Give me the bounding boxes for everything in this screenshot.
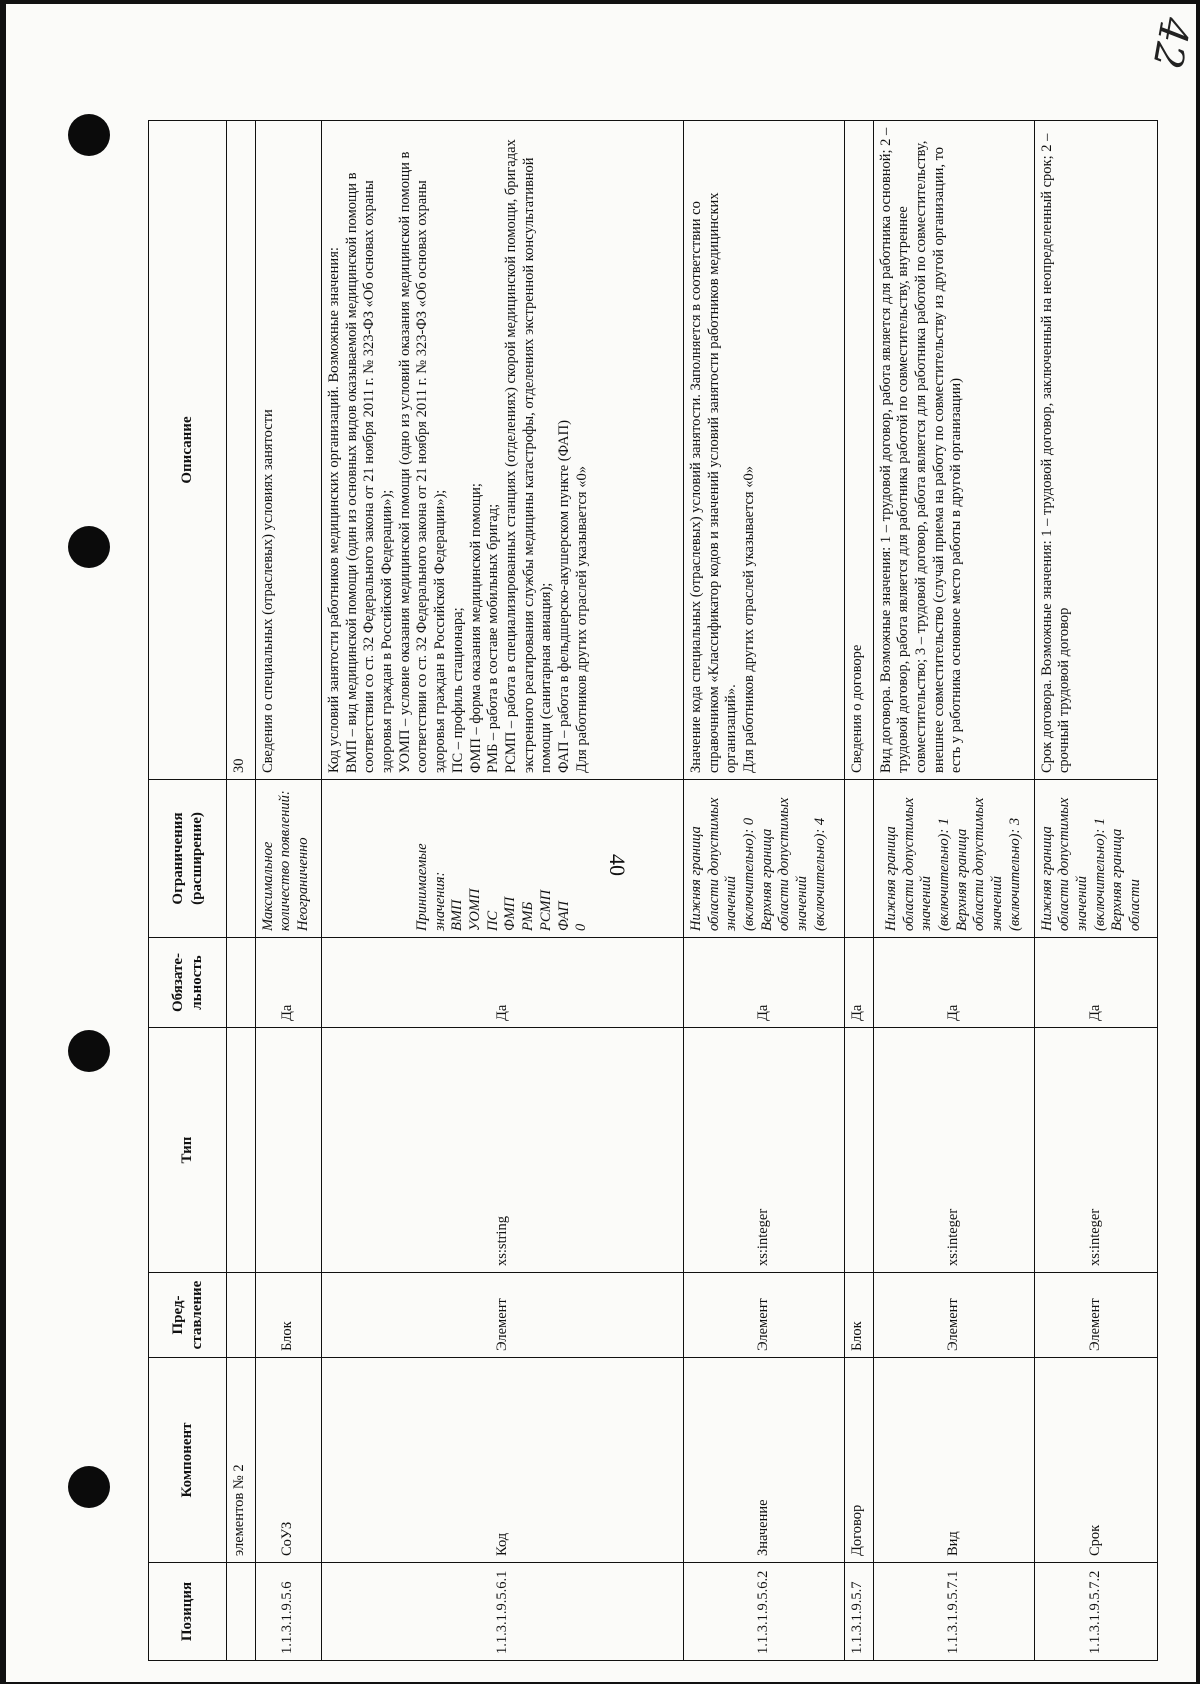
cell-position: 1.1.3.1.9.5.6 xyxy=(255,1563,321,1661)
cell-mandatory: Да xyxy=(873,938,1034,1028)
cell-representation: Элемент xyxy=(683,1273,844,1358)
description-line: ФМП – форма оказания медицинской помощи; xyxy=(467,483,484,773)
cell-type xyxy=(845,1028,874,1273)
cell-representation: Элемент xyxy=(322,1273,684,1358)
cell-constraints: Нижняя граница области допустимых значений (включительно): 0 Верхняя граница области допустимых значений (включительно): 4 xyxy=(683,780,844,938)
cell-type: xs:integer xyxy=(873,1028,1034,1273)
cell-constraints: Нижняя граница области допустимых значений (включительно): 1 Верхняя граница области xyxy=(1034,780,1157,938)
table-row xyxy=(322,121,684,1661)
handwritten-page-number: 42 xyxy=(1143,13,1198,73)
table-row xyxy=(255,121,321,1661)
cell-representation: Элемент xyxy=(873,1273,1034,1358)
cell-description: 30 xyxy=(227,121,256,780)
header-description: Описание xyxy=(149,121,227,780)
cell-component: Вид xyxy=(873,1358,1034,1563)
constraint-value: ВМП xyxy=(449,899,466,931)
table-row xyxy=(1034,121,1157,1661)
cell-mandatory: Да xyxy=(1034,938,1157,1028)
header-representation: Пред-ставление xyxy=(149,1273,227,1358)
constraint-value: УОМП xyxy=(467,888,484,931)
cell-constraints xyxy=(322,780,684,938)
cell-representation: Блок xyxy=(845,1273,874,1358)
header-component: Компонент xyxy=(149,1358,227,1563)
cell-position: 1.1.3.1.9.5.7 xyxy=(845,1563,874,1661)
cell-type: xs:integer xyxy=(683,1028,844,1273)
header-type: Тип xyxy=(149,1028,227,1273)
cell-component: СоУЗ xyxy=(255,1358,321,1563)
table-row xyxy=(845,121,874,1661)
description-line: Код условий занятости работников медицинских организаций. Возможные значения: xyxy=(326,247,342,773)
cell-type: xs:string xyxy=(322,1028,684,1273)
punch-hole xyxy=(68,114,110,156)
cell-position: 1.1.3.1.9.5.7.2 xyxy=(1034,1563,1157,1661)
constraint-value: ФМП xyxy=(502,896,519,931)
table-row xyxy=(683,121,844,1661)
description-line: Для работников других отраслей указывается «0» xyxy=(740,466,757,773)
rotated-table-container xyxy=(148,121,1158,1661)
header-mandatory: Обязате-льность xyxy=(149,938,227,1028)
cell-constraints xyxy=(227,780,256,938)
cell-representation: Блок xyxy=(255,1273,321,1358)
printed-page-number: 40 xyxy=(605,854,630,876)
punch-hole xyxy=(68,1030,110,1072)
description-line: УОМП – условие оказания медицинской помощи (одно из условий оказания медицинской помощи в соответствии со ст. 32 Федерального закона от 21 ноября 2011 г. № 323-ФЗ «Об основах охраны здоровья граждан в Российской Федерации»); xyxy=(396,151,449,773)
cell-position: 1.1.3.1.9.5.7.1 xyxy=(873,1563,1034,1661)
description-line: ВМП – вид медицинской помощи (один из основных видов оказываемой медицинской помощи в соответствии со ст. 32 Федерального закона от 21 ноября 2011 г. № 323-ФЗ «Об основах охраны здоровья граждан в Российской Федерации»); xyxy=(343,172,396,773)
cell-representation: Элемент xyxy=(1034,1273,1157,1358)
description-line: РСМП – работа в специализированных станциях (отделениях) скорой медицинской помощи, бригадах экстренного реагирования службы медицины катастрофы, отделениях экстренной консультативной помощи (санитарная авиация); xyxy=(502,139,555,773)
description-line: ПС – профиль стационара; xyxy=(449,607,466,773)
cell-representation xyxy=(227,1273,256,1358)
description-line: ФАП – работа в фельдшерско-акушерском пункте (ФАП) xyxy=(555,420,572,773)
table-row xyxy=(873,121,1034,1661)
description-line: Значение кода специальных (отраслевых) условий занятости. Заполняется в соответствии со справочником «Классификатор кодов и значений условий занятости работников медицинских организаций». xyxy=(687,192,740,773)
description-line: РМБ – работа в составе мобильных бригад; xyxy=(485,503,502,773)
header-constraints: Ограничения (расширение) xyxy=(149,780,227,938)
cell-component: Значение xyxy=(683,1358,844,1563)
constraint-value: 0 xyxy=(573,923,590,931)
cell-position xyxy=(227,1563,256,1661)
constraints-title: Принимаемые значения: xyxy=(414,843,448,931)
description-line: Для работников других отраслей указывается «0» xyxy=(573,466,590,773)
header-position: Позиция xyxy=(149,1563,227,1661)
cell-constraints: Максимальное количество появлений: Неограниченно xyxy=(255,780,321,938)
table-row xyxy=(227,121,256,1661)
cell-component: элементов № 2 xyxy=(227,1358,256,1563)
constraint-value: РСМП xyxy=(537,889,554,931)
cell-mandatory: Да xyxy=(683,938,844,1028)
cell-mandatory: Да xyxy=(322,938,684,1028)
cell-position: 1.1.3.1.9.5.6.2 xyxy=(683,1563,844,1661)
cell-type: xs:integer xyxy=(1034,1028,1157,1273)
cell-description: Сведения о специальных (отраслевых) условиях занятости xyxy=(255,121,321,780)
constraint-value: РМБ xyxy=(520,901,537,931)
table-header-row xyxy=(149,121,227,1661)
cell-constraints xyxy=(845,780,874,938)
cell-constraints: Нижняя граница области допустимых значений (включительно): 1 Верхняя граница области допустимых значений (включительно): 3 xyxy=(873,780,1034,938)
cell-component: Договор xyxy=(845,1358,874,1563)
cell-description: Срок договора. Возможные значения: 1 – трудовой договор, заключенный на неопределенный срок; 2 – срочный трудовой договор xyxy=(1034,121,1157,780)
cell-component: Срок xyxy=(1034,1358,1157,1563)
cell-description xyxy=(322,121,684,780)
cell-description: Сведения о договоре xyxy=(845,121,874,780)
constraint-value: ПС xyxy=(484,910,501,931)
punch-hole xyxy=(68,1466,110,1508)
cell-type xyxy=(227,1028,256,1273)
cell-component: Код xyxy=(322,1358,684,1563)
cell-mandatory xyxy=(227,938,256,1028)
cell-type xyxy=(255,1028,321,1273)
punch-hole xyxy=(68,526,110,568)
cell-position: 1.1.3.1.9.5.6.1 xyxy=(322,1563,684,1661)
cell-mandatory: Да xyxy=(845,938,874,1028)
cell-mandatory: Да xyxy=(255,938,321,1028)
cell-description xyxy=(683,121,844,780)
cell-description: Вид договора. Возможные значения: 1 – трудовой договор, работа является для работника основной; 2 – трудовой договор, работа является для работника работой по совместительству, внутреннее совместительство; 3 – трудовой договор, работа является для работника работой по совместительству, внешнее совместительство (случай приема на работу по совместительству из другой организации, то есть у работника основное место работы в другой организации) xyxy=(873,121,1034,780)
schema-table xyxy=(148,120,1158,1661)
constraint-value: ФАП xyxy=(555,901,572,931)
